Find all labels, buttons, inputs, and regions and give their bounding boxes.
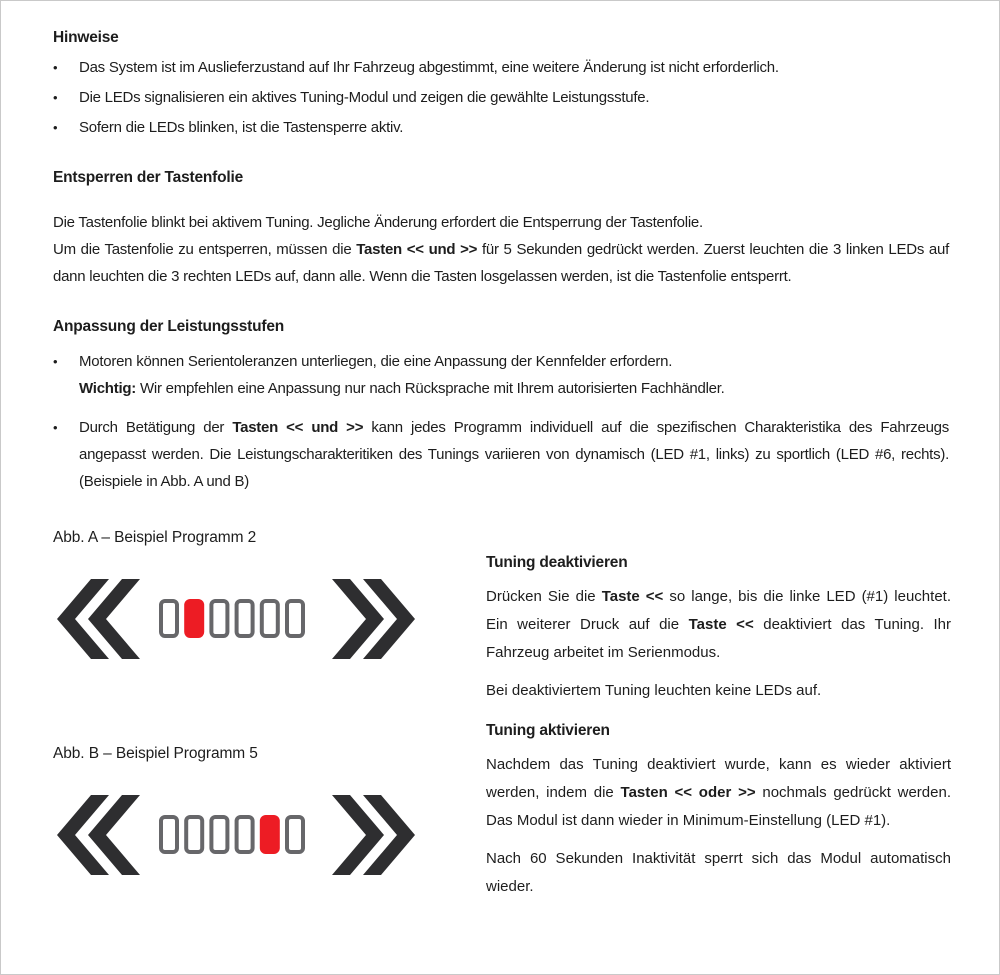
text-segment: Motoren können Serientoleranzen unterliegen, die eine Anpassung der Kennfelder erfordern. [79,353,673,370]
led-indicator-active [186,601,202,636]
bullet-icon: • [53,60,58,75]
text-segment: Nachdem das Tuning deaktiviert wurde, kann es wieder aktiviert werden, indem die [486,756,951,801]
bullet-icon: • [53,420,58,435]
bullet-icon: • [53,120,58,135]
bullet-item [53,54,949,81]
text-segment: kann jedes Programm individuell auf die spezifischen Charakteristika des Fahrzeugs angepasst werden. Die Leistungscharakteritiken des Tunings variieren von dynamisch (LED #1, links) zu sportlich (LED #6, rechts).(Beispiele in Abb. A und B) [79,419,950,490]
bullet-item [53,414,949,495]
bullet-item [53,84,949,111]
figure-b-caption: Abb. B – Beispiel Programm 5 [53,745,258,762]
text-segment: nochmals gedrückt werden. Das Modul ist dann wieder in Minimum-Einstellung (LED #1). [486,784,951,829]
led-indicator [211,817,227,852]
led-indicator [287,817,303,852]
text-segment: Wir empfehlen eine Anpassung nur nach Rücksprache mit Ihrem autorisierten Fachhändler. [136,380,725,397]
section-title-tuning-aktivieren: Tuning aktivieren [486,722,610,739]
led-indicator-active [262,817,278,852]
bold-keys-text: Taste << [601,588,664,605]
figures-column [53,527,486,901]
text-segment: für 5 Sekunden gedrückt werden. Zuerst leuchten die 3 linken LEDs auf dann leuchten die 3 rechten LEDs auf, dann alle. Wenn die Tasten losgelassen werden, ist die Tastenfolie entsperrt. [53,241,950,285]
figure-a-caption: Abb. A – Beispiel Programm 2 [53,529,257,546]
entsperren-paragraph-1: Die Tastenfolie blinkt bei aktivem Tuning. Jegliche Änderung erfordert die Entsperrung der Tastenfolie. [53,214,703,231]
bold-keys-text: Taste << [688,616,754,633]
bullet-text: Das System ist im Auslieferzustand auf Ihr Fahrzeug abgestimmt, eine weitere Änderung ist nicht erforderlich. [79,59,779,76]
deaktivieren-paragraph-2: Bei deaktiviertem Tuning leuchten keine LEDs auf. [486,682,822,699]
deaktivieren-paragraph-1 [486,583,951,667]
bullet-text [79,414,949,495]
aktivieren-paragraph-1 [486,751,951,835]
bullet-item [53,348,949,402]
section-title-tuning-deaktivieren: Tuning deaktivieren [486,554,628,571]
bullet-item [53,114,949,141]
bold-keys-text: Tasten << oder >> [620,784,756,801]
section-hinweise [53,27,949,495]
led-indicator [161,817,177,852]
text-segment: Durch Betätigung der [79,419,233,436]
led-indicator [237,601,253,636]
hinweise-bullet-list [53,54,949,141]
text-segment: deaktiviert das Tuning. Ihr Fahrzeug arbeitet im Serienmodus. [486,616,952,661]
bullet-icon: • [53,90,58,105]
bullet-text: Sofern die LEDs blinken, ist die Tastensperre aktiv. [79,119,404,136]
anpassung-bullet-list [53,348,949,495]
section-title-hinweise: Hinweise [53,29,119,46]
section-title-entsperren: Entsperren der Tastenfolie [53,169,244,186]
led-indicator [211,601,227,636]
led-indicator [186,817,202,852]
entsperren-paragraph-2 [53,236,949,290]
bullet-text [79,348,949,402]
led-indicator [161,601,177,636]
text-segment: so lange, bis die linke LED (#1) leuchtet. Ein weiterer Druck auf die [486,588,951,633]
led-display-figure-b [57,791,486,879]
instructions-column [486,553,951,901]
aktivieren-paragraph-2: Nach 60 Sekunden Inaktivität sperrt sich das Modul automatisch wieder. [486,850,951,895]
bullet-icon: • [53,354,58,369]
text-segment: Um die Tastenfolie zu entsperren, müssen die [53,241,357,258]
bold-keys-text: Tasten << und >> [356,241,478,258]
bullet-text: Die LEDs signalisieren ein aktives Tuning-Modul und zeigen die gewählte Leistungsstufe. [79,89,650,106]
examples-section [53,527,952,901]
bold-keys-text: Tasten << und >> [232,419,364,436]
led-indicator [262,601,278,636]
wichtig-label: Wichtig: [79,380,137,397]
document-page [1,1,999,901]
section-title-anpassung: Anpassung der Leistungsstufen [53,318,285,335]
led-indicator [237,817,253,852]
led-indicator [287,601,303,636]
text-segment: Drücken Sie die [486,588,602,605]
led-display-figure-a [57,575,486,663]
